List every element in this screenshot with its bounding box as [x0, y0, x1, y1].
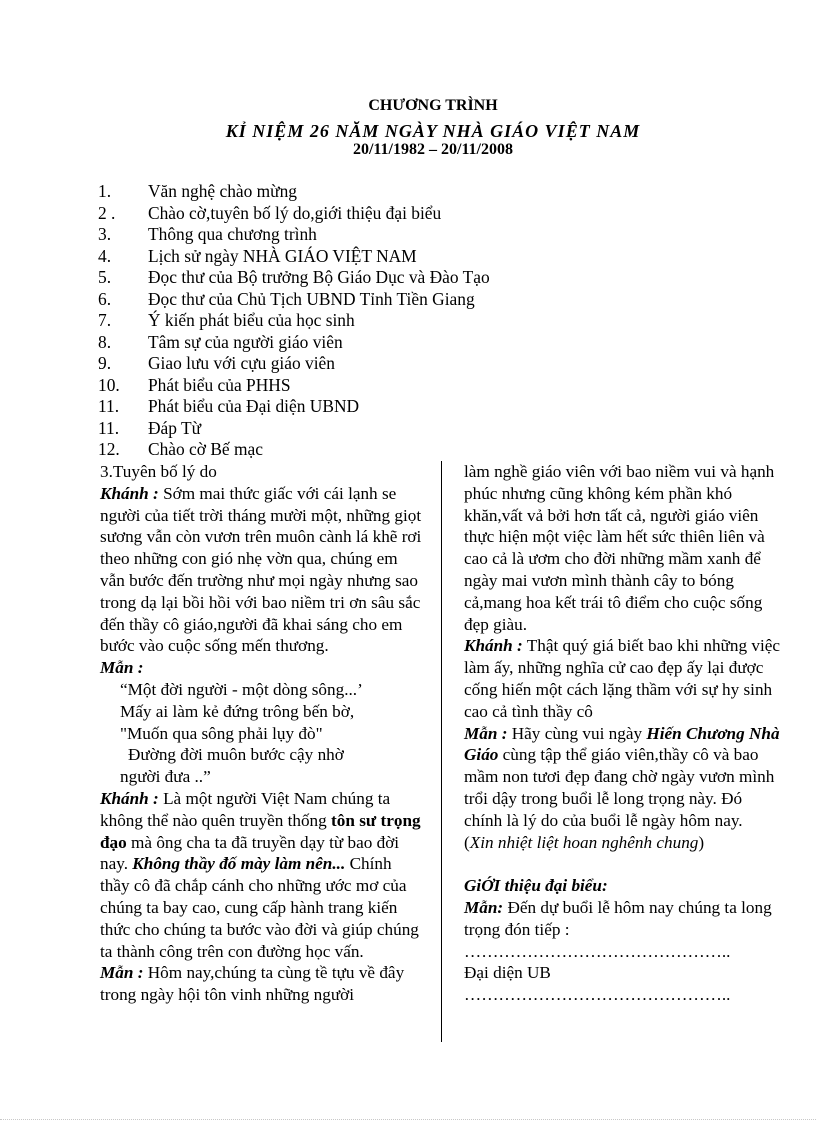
agenda-item — [98, 396, 658, 418]
emphasis-text: Hiến Chương Nhà Giáo — [464, 723, 780, 765]
poem-line: “Một đời người - một dòng sông...’ — [120, 679, 363, 699]
agenda-item — [98, 353, 658, 375]
dotted-line: ……………………………………….. — [464, 985, 731, 1005]
speaker-label: Mẫn : — [100, 658, 144, 678]
poem-line: người đưa ..” — [120, 767, 211, 787]
paragraph-text: Hãy cùng vui ngày — [507, 723, 647, 743]
agenda-number: 1. — [98, 181, 112, 201]
left-column — [100, 461, 422, 1006]
agenda-item — [98, 332, 658, 354]
document-subtitle: KỈ NIỆM 26 NĂM NGÀY NHÀ GIÁO VIỆT NAM — [225, 121, 641, 141]
column-divider — [441, 461, 442, 1042]
paragraph-text: mà ông cha ta đã truyền dạy từ bao đời nay. — [100, 832, 400, 874]
agenda-text: Phát biểu của PHHS — [148, 374, 291, 395]
paragraph-text: Hôm nay,chúng ta cùng tề tựu về đây trong ngày hội tôn vinh những người — [100, 963, 405, 1005]
paren: ) — [698, 832, 705, 852]
paragraph — [464, 897, 782, 941]
agenda-text: Chào cờ,tuyên bố lý do,giới thiệu đại biểu — [148, 202, 442, 223]
emphasis-text: tôn sư trọng đạo — [100, 810, 421, 852]
speaker-label: Khánh : — [100, 788, 159, 808]
agenda-text: Giao lưu với cựu giáo viên — [148, 353, 335, 373]
speaker-label: Mẫn : — [100, 963, 144, 983]
paragraph — [100, 962, 422, 1006]
speaker-label: Khánh : — [464, 636, 523, 656]
agenda-text: Văn nghệ chào mừng — [148, 181, 297, 201]
paragraph-text: Đến dự buổi lễ hôm nay chúng ta long trọng đón tiếp : — [464, 897, 772, 939]
applause-note — [464, 832, 782, 854]
agenda-number: 6. — [98, 288, 112, 309]
section-heading: 3.Tuyên bố lý do — [100, 462, 217, 481]
agenda-text: Đáp Từ — [148, 417, 202, 438]
paragraph-text: làm nghề giáo viên với bao niềm vui và hạnh phúc nhưng cũng không kém phần khó khăn,vất vả bởi hơn tất cả, người giáo viên thực hiện một việc làm hết sức thiên liên và cao cả là ươm cho đời những mầm xanh để ngày mai vươn mình thành cây to bóng cả,mang hoa kết trái tô điểm cho cuộc sống đẹp giàu. — [464, 462, 775, 634]
agenda-item — [98, 203, 658, 225]
agenda-text: Đọc thư của Bộ trưởng Bộ Giáo Dục và Đào Tạo — [148, 267, 490, 287]
agenda-text: Chào cờ Bế mạc — [148, 439, 263, 459]
speaker-label: Mẫn : — [464, 723, 508, 743]
agenda-item — [98, 375, 658, 397]
document-dates: 20/11/1982 – 20/11/2008 — [352, 141, 513, 158]
speaker-label: Mẫn: — [464, 897, 504, 917]
agenda-number: 11. — [98, 396, 120, 416]
agenda-number: 3. — [98, 224, 112, 244]
poem-line: Mấy ai làm kẻ đứng trông bến bờ, — [120, 701, 355, 721]
page-bottom-rule — [0, 1119, 816, 1120]
paragraph — [464, 723, 782, 832]
paragraph-text: Chính thầy cô đã chắp cánh cho những ước mơ của chúng ta bay cao, cung cấp hành trang kiến thức cho chúng ta bước vào đời và giúp chúng ta thành công trên con đường học vấn. — [100, 854, 419, 961]
agenda-item — [98, 246, 658, 268]
speaker-label: Khánh : — [100, 483, 159, 503]
agenda-text: Ý kiến phát biểu của học sinh — [148, 310, 355, 330]
agenda-item — [98, 310, 658, 332]
agenda-number: 10. — [98, 374, 120, 395]
agenda-text: Lịch sử ngày NHÀ GIÁO VIỆT NAM — [148, 245, 417, 266]
agenda-number: 12. — [98, 439, 120, 459]
agenda-item — [98, 289, 658, 311]
right-column — [464, 461, 782, 1006]
agenda-number: 5. — [98, 267, 112, 287]
paragraph — [100, 788, 422, 962]
poem-line: "Muốn qua sông phải lụy đò" — [120, 723, 323, 743]
agenda-list — [98, 181, 658, 461]
agenda-number: 11. — [98, 417, 120, 438]
representative-label: Đại diện UB — [464, 963, 551, 983]
poem-line: Đường đời muôn bước cậy nhờ — [128, 745, 344, 765]
agenda-item — [98, 181, 658, 203]
agenda-text: Đọc thư của Chủ Tịch UBND Tỉnh Tiền Giang — [148, 288, 475, 309]
agenda-item — [98, 439, 658, 461]
paragraph-text: cùng tập thể giáo viên,thầy cô và bao mầm non tươi đẹp đang chờ ngày vươn mình trổi dậy trong buổi lễ long trọng này. Đó chính là lý do của buổi lễ ngày hôm nay. — [464, 745, 775, 830]
paren: ( — [464, 832, 470, 852]
agenda-item — [98, 224, 658, 246]
dotted-line: ……………………………………….. — [464, 941, 731, 961]
document-title: CHƯƠNG TRÌNH — [368, 97, 498, 114]
paragraph — [100, 483, 422, 657]
agenda-number: 2 . — [98, 202, 116, 223]
paragraph-text: Sớm mai thức giấc với cái lạnh se người của tiết trời tháng mười một, những giọt sương vẫn còn vươn trên muôn cành lá khẽ rơi theo những con gió nhẹ vờn qua, chúng em vẫn bước đến trường như mọi ngày nhưng sao trong dạ lại bồi hồi với bao niềm tri ơn sâu sắc đến thầy cô giáo,người đã khai sáng cho em bước vào cuộc sống mến thương. — [100, 483, 422, 656]
agenda-item — [98, 267, 658, 289]
proverb-text: Không thầy đố mày làm nên... — [132, 854, 346, 874]
applause-text: Xin nhiệt liệt hoan nghênh chung — [469, 832, 699, 852]
paragraph — [464, 635, 782, 722]
paragraph-text: Thật quý giá biết bao khi những việc làm ấy, những nghĩa cử cao đẹp ấy lại được cống hiến một cách lặng thầm với sự hy sinh cao cả tình thầy cô — [464, 636, 780, 721]
agenda-text: Phát biểu của Đại diện UBND — [148, 396, 360, 416]
paragraph-text: Là một người Việt Nam chúng ta không thể nào quên truyền thống — [100, 788, 391, 830]
agenda-text: Tâm sự của người giáo viên — [148, 331, 343, 352]
agenda-number: 8. — [98, 331, 112, 352]
agenda-number: 7. — [98, 310, 112, 330]
agenda-item — [98, 418, 658, 440]
section-heading: GiỚI thiệu đại biểu: — [464, 876, 608, 896]
agenda-text: Thông qua chương trình — [148, 224, 317, 244]
spacer — [464, 853, 782, 875]
agenda-number: 9. — [98, 353, 112, 373]
agenda-number: 4. — [98, 245, 112, 266]
